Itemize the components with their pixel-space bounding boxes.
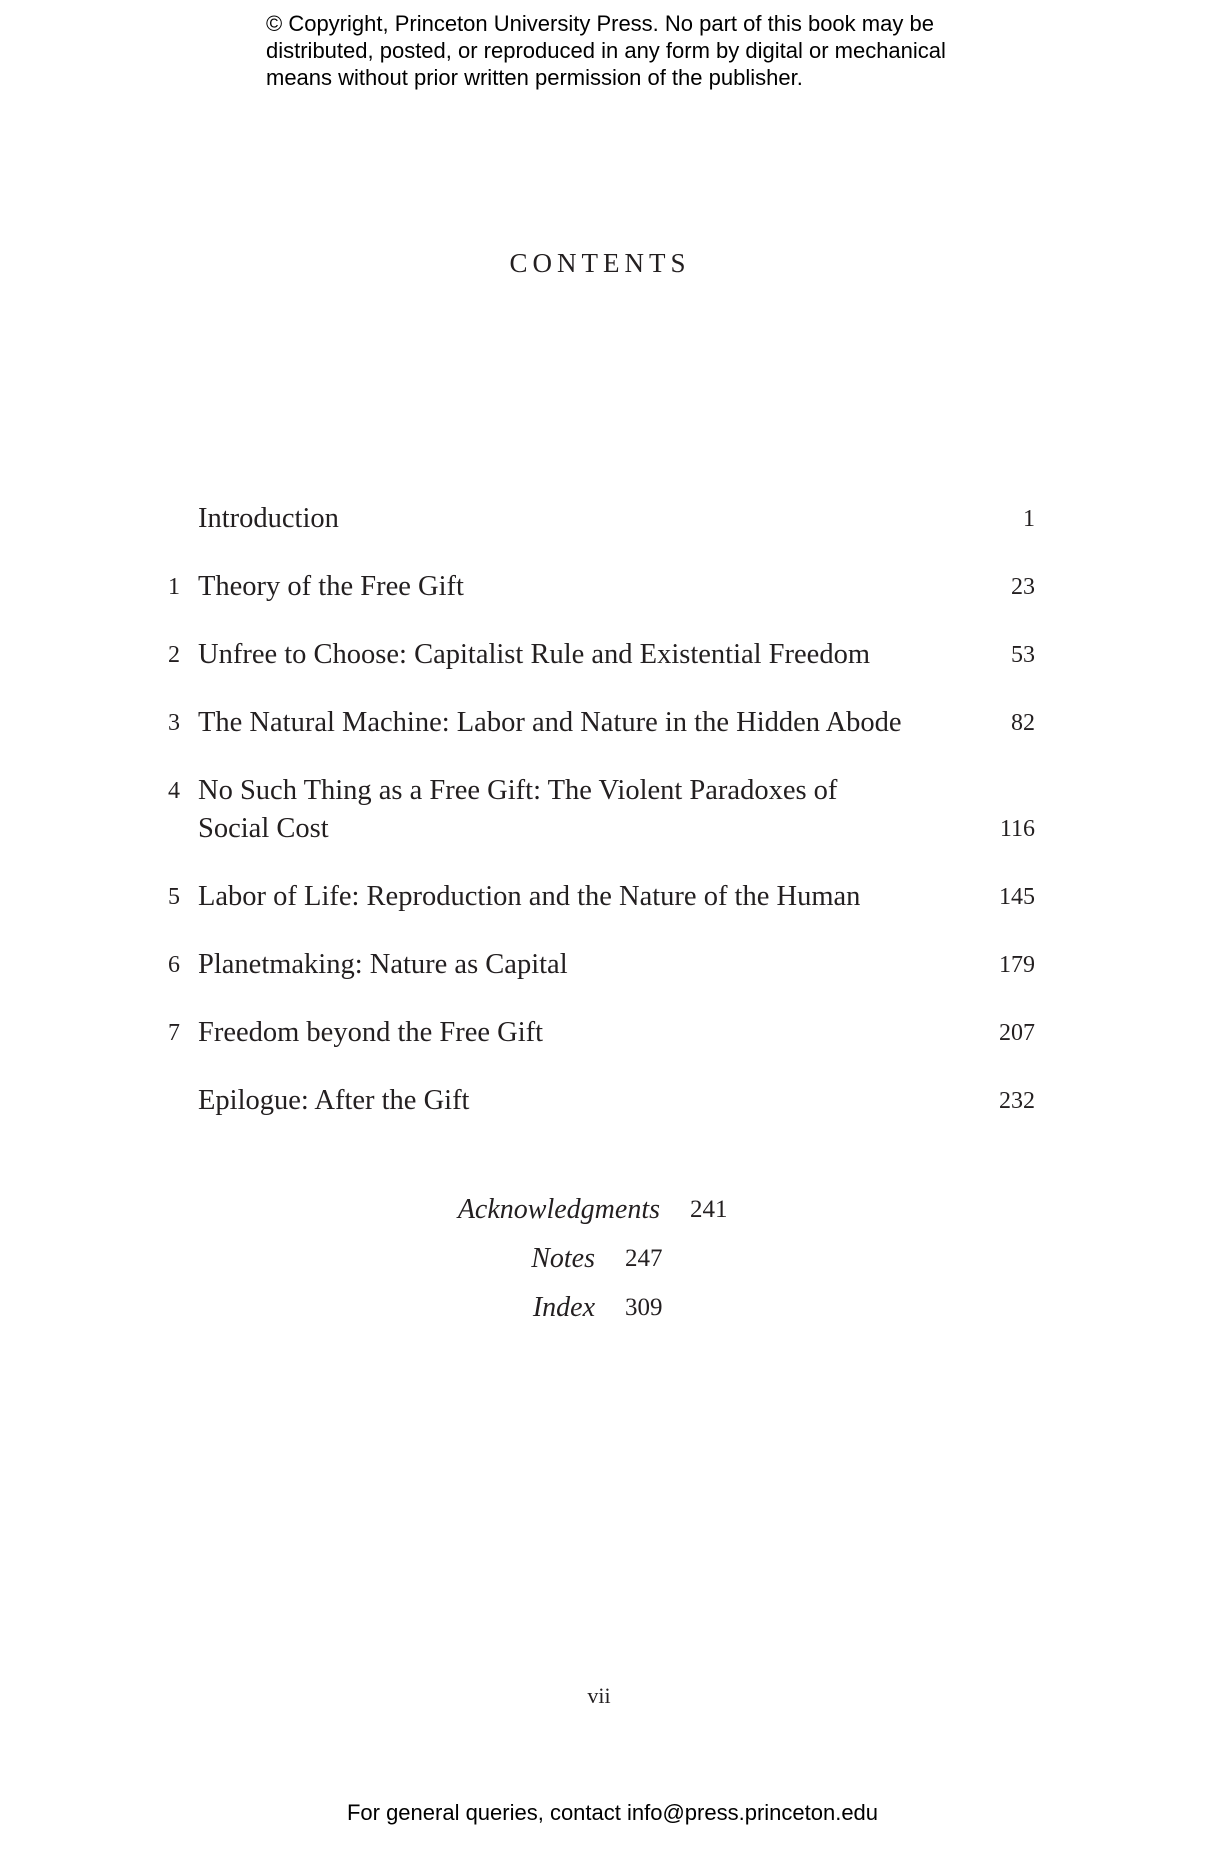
back-matter-page: 241: [690, 1196, 728, 1223]
chapter-title: [198, 1082, 965, 1120]
toc-entry-introduction[interactable]: [150, 500, 1035, 538]
chapter-title-line: Planetmaking: Nature as Capital: [198, 949, 568, 980]
chapter-number: 5: [168, 884, 180, 910]
toc-entry-chapter-6[interactable]: [150, 946, 1035, 984]
page-number: 179: [999, 952, 1035, 978]
copyright-line: © Copyright, Princeton University Press. No part of this book may be: [266, 11, 934, 36]
back-matter-list: [0, 1185, 1225, 1332]
back-matter-index[interactable]: [0, 1283, 1225, 1332]
page-number: 23: [1011, 574, 1035, 600]
chapter-number: 1: [168, 574, 180, 600]
toc-entry-chapter-1[interactable]: [150, 568, 1035, 606]
chapter-number: 2: [168, 642, 180, 668]
chapter-title: [198, 878, 965, 916]
page-number: 232: [999, 1088, 1035, 1114]
toc-entry-epilogue[interactable]: [150, 1082, 1035, 1120]
table-of-contents: [150, 500, 1035, 1150]
footer-contact: For general queries, contact info@press.princeton.edu: [346, 1800, 879, 1825]
toc-entry-chapter-4[interactable]: [150, 772, 1035, 848]
chapter-title: [198, 704, 965, 742]
toc-entry-chapter-3[interactable]: [150, 704, 1035, 742]
back-matter-notes[interactable]: [0, 1234, 1225, 1283]
chapter-title-line: Labor of Life: Reproduction and the Nature of the Human: [198, 881, 861, 912]
chapter-title-line: Unfree to Choose: Capitalist Rule and Existential Freedom: [198, 639, 870, 670]
chapter-title-line: No Such Thing as a Free Gift: The Violent Paradoxes of: [198, 775, 838, 806]
chapter-number: 3: [168, 710, 180, 736]
back-matter-page: 309: [625, 1294, 663, 1321]
page-number: 145: [999, 884, 1035, 910]
chapter-title: [198, 636, 965, 674]
back-matter-label: Notes: [531, 1243, 595, 1274]
toc-entry-chapter-7[interactable]: [150, 1014, 1035, 1052]
page-number: 116: [999, 816, 1035, 842]
page-number: 207: [999, 1020, 1035, 1046]
back-matter-label: Index: [532, 1292, 595, 1323]
back-matter-acknowledgments[interactable]: [0, 1185, 1225, 1234]
copyright-notice: [266, 10, 1026, 91]
chapter-number: 7: [168, 1020, 180, 1046]
chapter-title: [198, 1014, 965, 1052]
page-number: 82: [1011, 710, 1035, 736]
chapter-title-line: Freedom beyond the Free Gift: [198, 1017, 544, 1048]
chapter-number: 6: [168, 952, 180, 978]
folio-page-number: vii: [587, 1683, 611, 1708]
back-matter-label: Acknowledgments: [457, 1194, 660, 1225]
chapter-title-line: Introduction: [198, 503, 339, 534]
chapter-title-line: Epilogue: After the Gift: [198, 1085, 470, 1116]
chapter-title-line: The Natural Machine: Labor and Nature in the Hidden Abode: [198, 707, 902, 738]
chapter-title: [198, 772, 965, 848]
toc-entry-chapter-5[interactable]: [150, 878, 1035, 916]
copyright-line: distributed, posted, or reproduced in any form by digital or mechanical: [266, 38, 946, 63]
copyright-line: means without prior written permission of the publisher.: [266, 65, 803, 90]
back-matter-page: 247: [625, 1245, 663, 1272]
chapter-title: [198, 946, 965, 984]
page-number: 1: [1023, 506, 1035, 532]
toc-entry-chapter-2[interactable]: [150, 636, 1035, 674]
chapter-number: 4: [168, 778, 180, 804]
contents-heading: CONTENTS: [509, 248, 691, 278]
chapter-title-line: Social Cost: [198, 813, 329, 844]
chapter-title: [198, 568, 965, 606]
chapter-title-line: Theory of the Free Gift: [198, 571, 464, 602]
chapter-title: [198, 500, 965, 538]
page-number: 53: [1011, 642, 1035, 668]
